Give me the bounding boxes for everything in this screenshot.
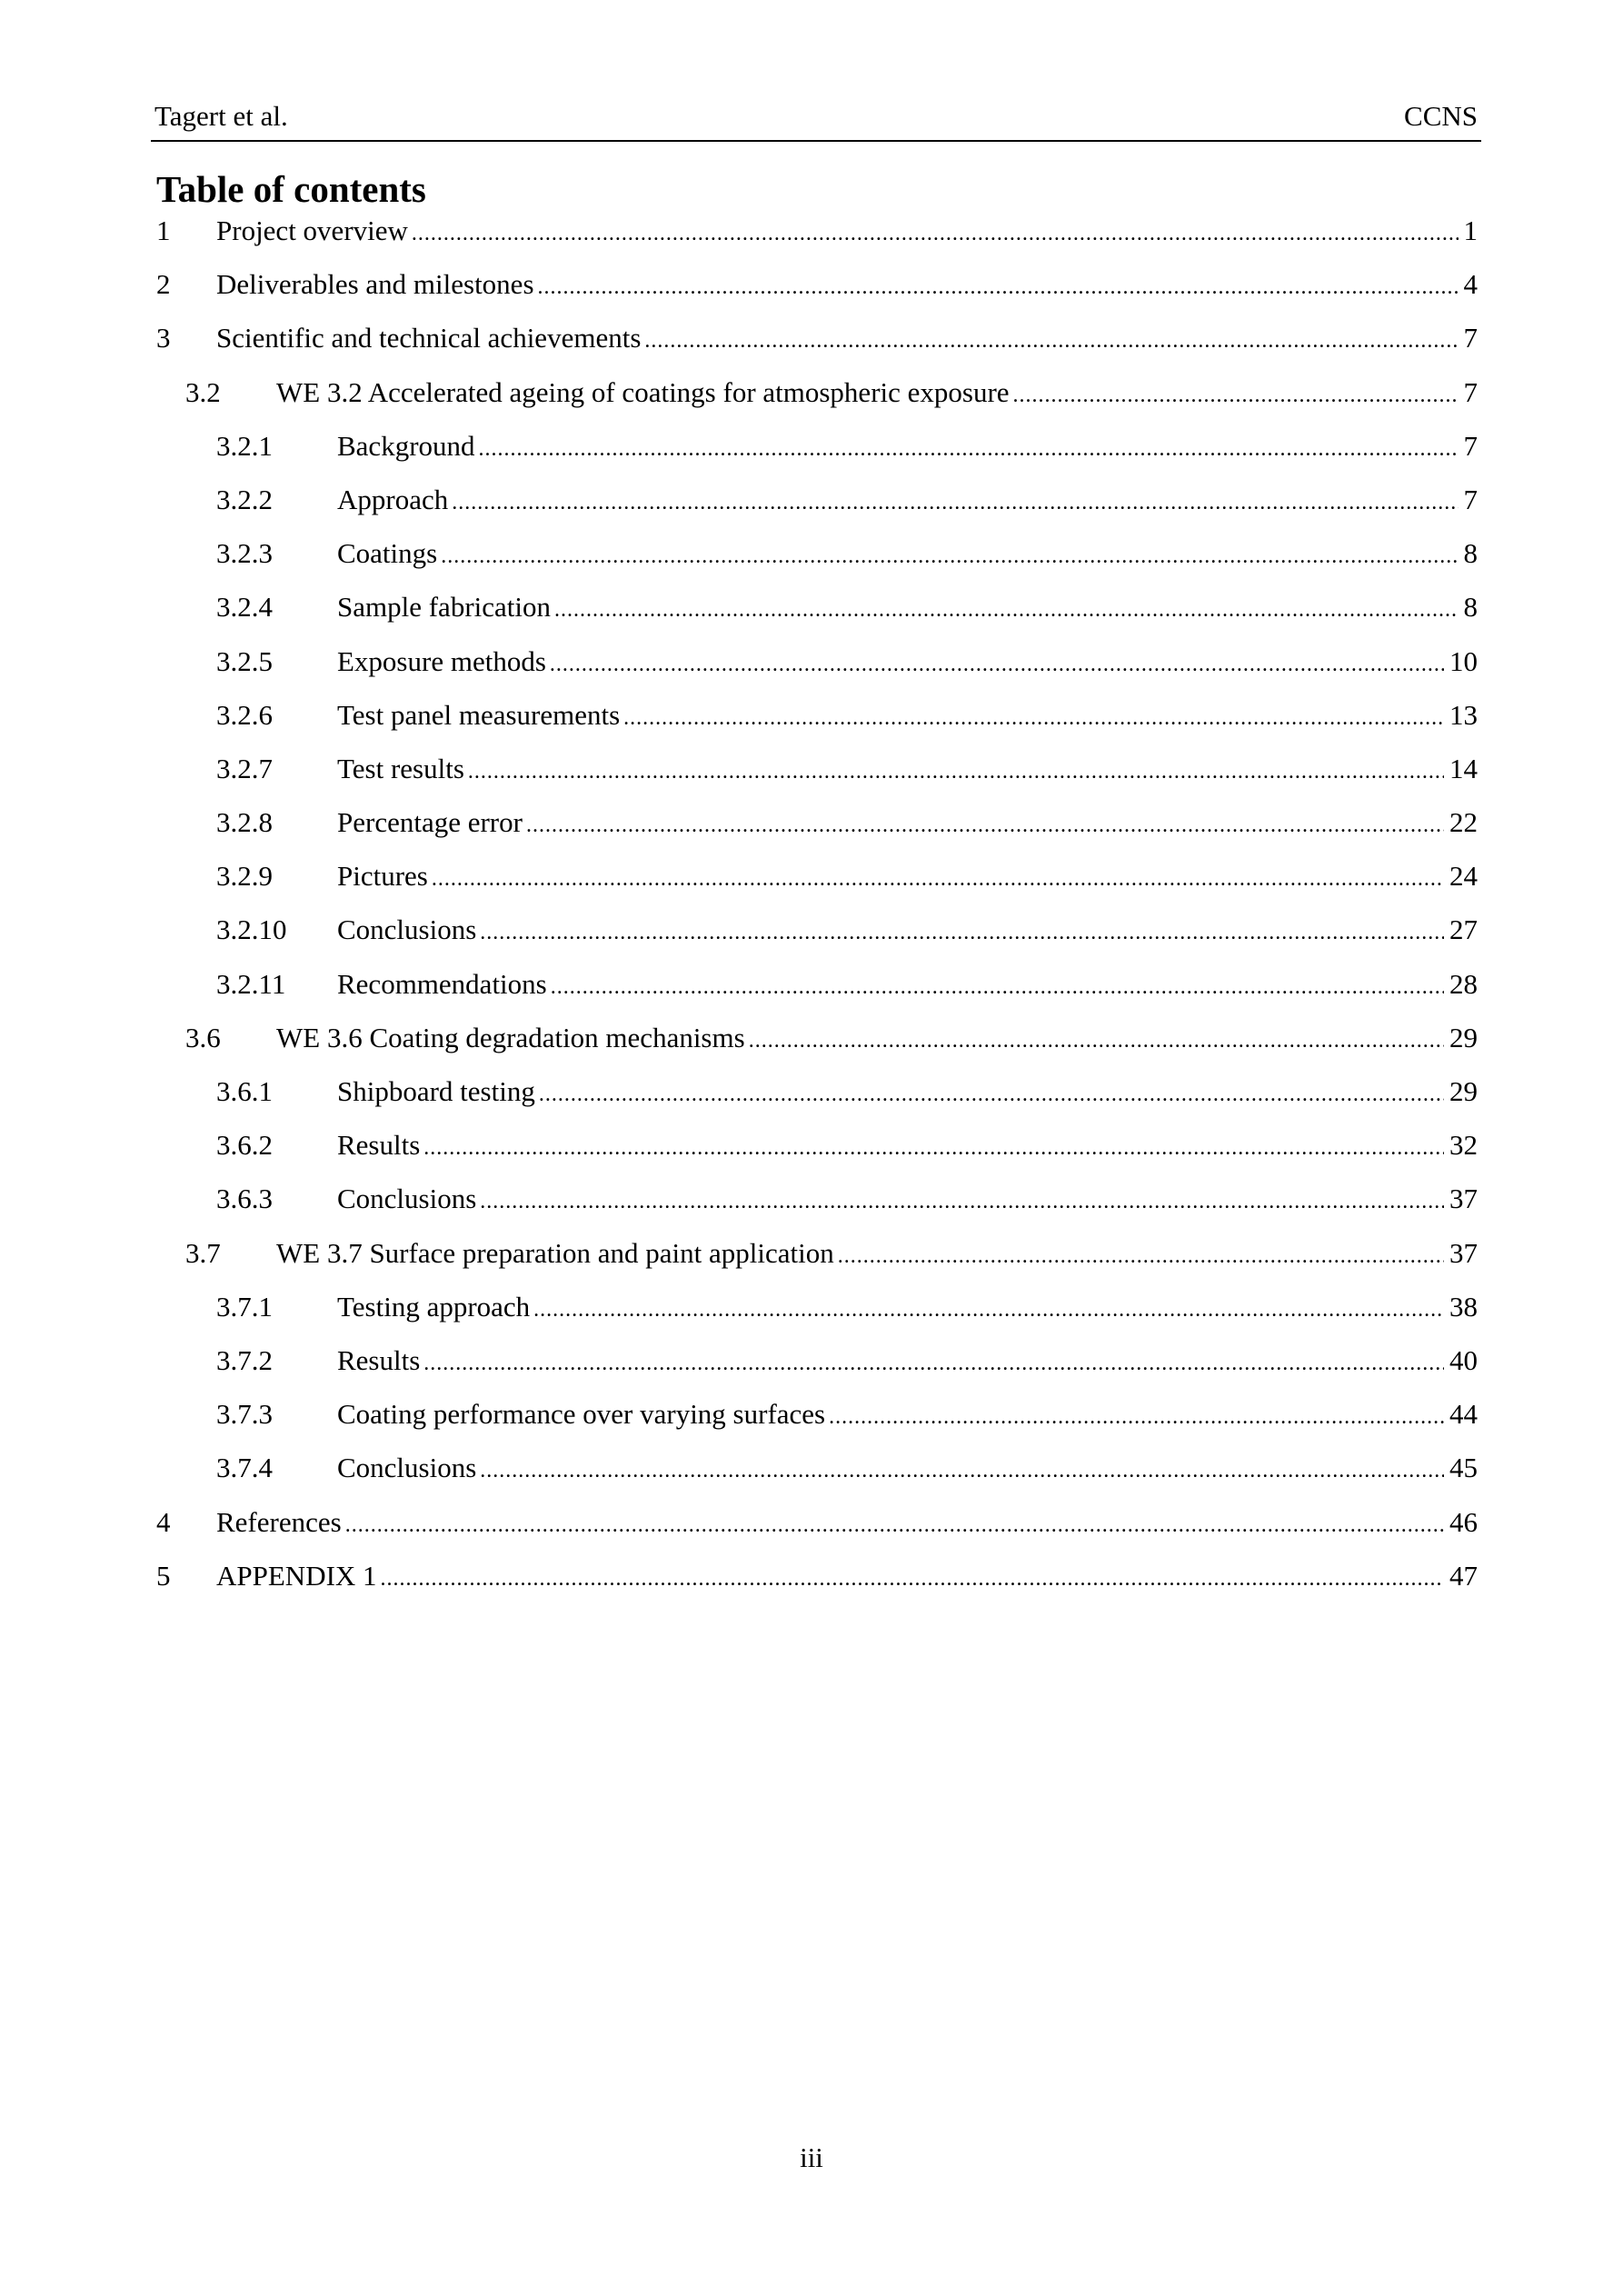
toc-dot-leader <box>468 748 1444 795</box>
toc-entry-number: 3.2.8 <box>216 806 273 839</box>
toc-dot-leader <box>539 1071 1444 1118</box>
toc-entry-row <box>337 1391 1478 1441</box>
toc-dot-leader <box>644 317 1458 364</box>
toc-entry-page-number: 46 <box>1449 1505 1478 1538</box>
toc-entry[interactable] <box>0 1391 1623 1444</box>
toc-entry-title[interactable]: Shipboard testing <box>337 1075 535 1107</box>
toc-entry-page-number: 37 <box>1449 1236 1478 1269</box>
toc-entry-title[interactable]: Results <box>337 1343 421 1376</box>
toc-entry[interactable] <box>0 692 1623 745</box>
toc-dot-leader <box>829 1393 1444 1441</box>
toc-entry-page-number: 7 <box>1463 375 1478 408</box>
toc-entry-title[interactable]: WE 3.7 Surface preparation and paint application <box>276 1236 834 1269</box>
toc-title: Table of contents <box>156 168 426 210</box>
toc-entry-number: 5 <box>156 1559 171 1592</box>
toc-entry-page-number: 4 <box>1463 268 1478 301</box>
toc-dot-leader <box>526 802 1444 849</box>
toc-entry[interactable] <box>0 1068 1623 1122</box>
toc-entry[interactable] <box>0 961 1623 1014</box>
toc-dot-leader <box>554 586 1459 634</box>
toc-dot-leader <box>749 1017 1444 1064</box>
toc-dot-leader <box>1013 372 1459 419</box>
toc-entry[interactable] <box>0 799 1623 853</box>
toc-entry-number: 3.2.6 <box>216 698 273 731</box>
toc-dot-leader <box>381 1555 1444 1602</box>
toc-entry[interactable] <box>0 261 1623 314</box>
toc-entry[interactable] <box>0 1122 1623 1175</box>
toc-entry-page-number: 1 <box>1463 215 1478 246</box>
toc-entry-title[interactable]: Coating performance over varying surfaces <box>337 1398 826 1431</box>
toc-entry-page-number: 14 <box>1449 752 1478 784</box>
toc-entry-row <box>337 1444 1478 1494</box>
toc-entry-number: 3.2.2 <box>216 483 273 515</box>
toc-entry-number: 4 <box>156 1505 171 1538</box>
toc-entry-number: 3.2.7 <box>216 752 273 784</box>
toc-entry[interactable] <box>0 638 1623 692</box>
toc-entry-number: 3.6.2 <box>216 1129 273 1162</box>
toc-entry-row <box>337 853 1478 903</box>
toc-entry-number: 3.6 <box>185 1021 221 1053</box>
toc-dot-leader <box>480 1447 1444 1494</box>
toc-entry-title[interactable]: Background <box>337 429 475 462</box>
toc-entry-title[interactable]: Test panel measurements <box>337 698 621 731</box>
toc-entry-row <box>337 476 1478 526</box>
toc-entry[interactable] <box>0 314 1623 368</box>
toc-entry-page-number: 8 <box>1463 537 1478 570</box>
toc-entry-row <box>337 1122 1478 1172</box>
page-header <box>151 95 1481 142</box>
toc-entry-row <box>337 799 1478 849</box>
toc-entry[interactable] <box>0 369 1623 423</box>
toc-entry-number: 3.7.2 <box>216 1343 273 1376</box>
toc-entry[interactable] <box>0 1552 1623 1606</box>
toc-entry-page-number: 8 <box>1463 591 1478 624</box>
toc-dot-leader <box>432 855 1444 903</box>
toc-dot-leader <box>551 963 1444 1011</box>
toc-entry-page-number: 40 <box>1449 1343 1478 1376</box>
toc-dot-leader <box>452 479 1458 526</box>
toc-dot-leader <box>533 1286 1444 1333</box>
toc-entry-number: 3.2 <box>185 375 221 408</box>
toc-entry-row <box>337 961 1478 1011</box>
toc-entry-title[interactable]: WE 3.6 Coating degradation mechanisms <box>276 1021 745 1053</box>
toc-entry[interactable] <box>0 1499 1623 1552</box>
toc-entry-page-number: 22 <box>1449 806 1478 839</box>
toc-entry-title[interactable]: Deliverables and milestones <box>216 268 534 301</box>
toc-entry[interactable] <box>0 853 1623 906</box>
toc-entry-number: 3.6.1 <box>216 1075 273 1107</box>
toc-entry-title[interactable]: WE 3.2 Accelerated ageing of coatings for atmospheric exposure <box>276 375 1010 408</box>
toc-entry[interactable] <box>0 1283 1623 1337</box>
toc-entry-title[interactable]: Sample fabrication <box>337 591 551 624</box>
toc-dot-leader <box>623 694 1444 742</box>
toc-entry-number: 3.7.1 <box>216 1290 273 1323</box>
toc-dot-leader <box>538 264 1459 311</box>
toc-entry[interactable] <box>0 476 1623 530</box>
toc-dot-leader <box>480 909 1444 956</box>
toc-entry-title[interactable]: Testing approach <box>337 1290 531 1323</box>
toc-entry-number: 3.2.9 <box>216 860 273 893</box>
toc-entry-page-number: 45 <box>1449 1452 1478 1484</box>
toc-entry-row <box>337 1175 1478 1225</box>
toc-entry-number: 1 <box>156 215 171 246</box>
toc-entry-row <box>216 1552 1478 1602</box>
toc-dot-leader <box>480 1178 1444 1225</box>
toc-entry-number: 3.7 <box>185 1236 221 1269</box>
toc-entry-page-number: 38 <box>1449 1290 1478 1323</box>
toc-entry-row <box>276 1014 1478 1064</box>
toc-entry[interactable] <box>0 423 1623 476</box>
toc-entry-title[interactable]: Approach <box>337 483 449 515</box>
toc-entry-row <box>337 692 1478 742</box>
toc-entry-row <box>337 906 1478 956</box>
toc-entry-page-number: 13 <box>1449 698 1478 731</box>
toc-entry-number: 3.2.5 <box>216 644 273 677</box>
toc-entry-title[interactable]: Results <box>337 1129 421 1162</box>
toc-entry[interactable] <box>0 745 1623 799</box>
toc-entry-page-number: 24 <box>1449 860 1478 893</box>
toc-entry-number: 3.2.4 <box>216 591 273 624</box>
toc-dot-leader <box>550 641 1444 688</box>
toc-entry-row <box>337 1337 1478 1387</box>
toc-entry-page-number: 27 <box>1449 913 1478 946</box>
toc-entry-title[interactable]: Conclusions <box>337 1452 477 1484</box>
toc-entry-row <box>337 1283 1478 1333</box>
toc-entry-number: 3.2.1 <box>216 429 273 462</box>
toc-entry-row <box>276 1230 1478 1280</box>
toc-entry[interactable] <box>0 207 1623 261</box>
toc-entry-number: 3.2.10 <box>216 913 287 946</box>
toc-entry-title[interactable]: Percentage error <box>337 806 523 839</box>
toc-entry[interactable] <box>0 906 1623 960</box>
toc-entry-number: 3.2.3 <box>216 537 273 570</box>
toc-entry-title[interactable]: Recommendations <box>337 967 547 1000</box>
toc-entry-page-number: 7 <box>1463 322 1478 354</box>
toc-entry-page-number: 7 <box>1463 483 1478 515</box>
toc-dot-leader <box>423 1124 1444 1172</box>
toc-entry-title[interactable]: Conclusions <box>337 913 477 946</box>
toc-entry-row <box>337 1068 1478 1118</box>
toc-entry-title[interactable]: Pictures <box>337 860 428 893</box>
toc-entry-page-number: 10 <box>1449 644 1478 677</box>
toc-entry[interactable] <box>0 1337 1623 1391</box>
toc-entry[interactable] <box>0 584 1623 637</box>
toc-entry-row <box>216 1499 1478 1549</box>
toc-entry-number: 3.6.3 <box>216 1183 273 1215</box>
page-number: iii <box>800 2141 823 2173</box>
toc-entry-page-number: 29 <box>1449 1075 1478 1107</box>
header-author: Tagert et al. <box>154 100 288 132</box>
toc-dot-leader <box>345 1502 1444 1549</box>
toc-entry-row <box>337 423 1478 473</box>
toc-entry[interactable] <box>0 530 1623 584</box>
toc-list <box>0 207 1623 1606</box>
toc-entry-number: 3 <box>156 322 171 354</box>
toc-entry-number: 3.7.3 <box>216 1398 273 1431</box>
toc-entry-page-number: 29 <box>1449 1021 1478 1053</box>
toc-entry-title[interactable]: Scientific and technical achievements <box>216 322 642 354</box>
toc-entry-number: 3.7.4 <box>216 1452 273 1484</box>
toc-entry-title[interactable]: Exposure methods <box>337 644 546 677</box>
toc-entry-row <box>216 314 1478 364</box>
toc-entry[interactable] <box>0 1175 1623 1229</box>
toc-entry-page-number: 44 <box>1449 1398 1478 1431</box>
header-project-name: CCNS <box>1404 100 1478 132</box>
toc-entry-title[interactable]: Conclusions <box>337 1183 477 1215</box>
toc-entry-row <box>337 530 1478 580</box>
toc-entry[interactable] <box>0 1444 1623 1498</box>
toc-entry-title[interactable]: Project overview <box>216 215 408 246</box>
toc-entry-page-number: 47 <box>1449 1559 1478 1592</box>
toc-entry-page-number: 28 <box>1449 967 1478 1000</box>
toc-entry-title[interactable]: Test results <box>337 752 464 784</box>
toc-entry-title[interactable]: APPENDIX 1 <box>216 1559 377 1592</box>
toc-dot-leader <box>441 533 1458 580</box>
toc-entry-row <box>216 207 1478 257</box>
toc-entry-row <box>216 261 1478 311</box>
toc-entry-row <box>337 638 1478 688</box>
toc-entry-number: 2 <box>156 268 171 301</box>
toc-entry-page-number: 32 <box>1449 1129 1478 1162</box>
toc-dot-leader <box>412 210 1459 257</box>
toc-entry-title[interactable]: References <box>216 1505 342 1538</box>
toc-entry-row <box>276 369 1478 419</box>
toc-entry-page-number: 7 <box>1463 429 1478 462</box>
toc-dot-leader <box>838 1233 1444 1280</box>
toc-entry-row <box>337 745 1478 795</box>
toc-entry[interactable] <box>0 1014 1623 1068</box>
toc-entry-page-number: 37 <box>1449 1183 1478 1215</box>
toc-entry-number: 3.2.11 <box>216 967 286 1000</box>
toc-entry[interactable] <box>0 1230 1623 1283</box>
toc-dot-leader <box>423 1340 1444 1387</box>
toc-dot-leader <box>479 425 1459 473</box>
toc-entry-row <box>337 584 1478 634</box>
toc-entry-title[interactable]: Coatings <box>337 537 438 570</box>
